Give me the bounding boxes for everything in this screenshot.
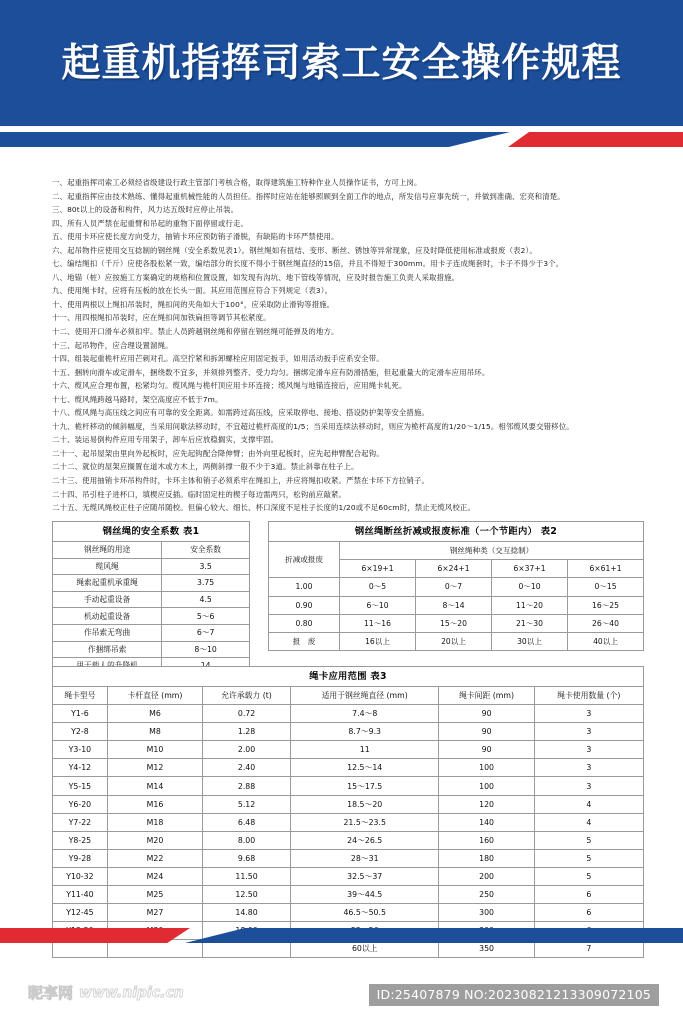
table-cell: Y4-12 xyxy=(53,759,108,777)
rule-item: 五、使用卡环应使长度方向受力，抽销卡环应预防销子滑脱，有缺陷的卡环严禁使用。 xyxy=(52,232,339,242)
table-cell: 6～10 xyxy=(340,596,416,614)
table-cell: M27 xyxy=(107,904,202,922)
table-cell: 20以上 xyxy=(416,632,492,650)
table3-body xyxy=(53,687,644,958)
rule-item: 十三、起吊物件，应合理设置溜绳。 xyxy=(52,340,173,350)
rule-item: 二十、装运易倒构件应用专用架子，卸车后应放稳搁实，支撑牢固。 xyxy=(52,435,279,445)
table-cell: M8 xyxy=(107,723,202,741)
table2-col-header: 6×19+1 xyxy=(340,560,416,578)
table-cell: 6 xyxy=(534,886,643,904)
rule-item: 十四、组装起重桅杆应用芒刺对孔。高空拧紧和拆卸螺栓应用固定扳手，如用活动扳手应系安全带。 xyxy=(52,354,384,364)
rule-item: 十六、缆风应合理布置，松紧均匀。缆风绳与桅杆顶应用卡环连接；缆风绳与地锚连接后，应用绳卡轧死。 xyxy=(52,381,407,391)
table-row xyxy=(53,849,644,867)
rule-item: 十七、缆风绳跨越马路时，架空高度应不低于7m。 xyxy=(52,394,223,404)
table-cell: 2.40 xyxy=(203,759,291,777)
table1-col-header: 安全系数 xyxy=(162,542,250,559)
table1 xyxy=(52,541,250,675)
table-cell: 120 xyxy=(439,795,534,813)
table-row xyxy=(269,578,644,596)
table-cell: 3 xyxy=(534,723,643,741)
rule-item: 十二、使用开口滑车必须扣牢。禁止人员跨越钢丝绳和停留在钢丝绳可能弹及的地方。 xyxy=(52,327,339,337)
table-cell: 300 xyxy=(439,904,534,922)
table-cell: 7.4～8 xyxy=(291,705,439,723)
table-cell: 3 xyxy=(534,777,643,795)
table-cell: 缆风绳 xyxy=(53,558,162,575)
table1-caption: 钢丝绳的安全系数 表1 xyxy=(52,521,250,541)
table2-group-header: 钢丝绳种类（交互捻制） xyxy=(340,542,644,560)
table-cell: 0～7 xyxy=(416,578,492,596)
table-cell: Y3-10 xyxy=(53,741,108,759)
table2-col-header: 6×24+1 xyxy=(416,560,492,578)
table-cell: 2.00 xyxy=(203,741,291,759)
table-cell: 28～31 xyxy=(291,849,439,867)
rule-item: 八、地锚（桩）应按施工方案确定的规格和位置设置，如发现有沟坑、地下管线等情况，应及时报告施工负责人采取措施。 xyxy=(52,272,460,282)
table-cell: 2.88 xyxy=(203,777,291,795)
table-row xyxy=(53,904,644,922)
table-cell: 9.68 xyxy=(203,849,291,867)
table3-col-header: 绳卡型号 xyxy=(53,687,108,705)
table-cell: Y8-25 xyxy=(53,831,108,849)
table-cell: 4 xyxy=(534,813,643,831)
table-cell: 8～14 xyxy=(416,596,492,614)
table-cell: 报 废 xyxy=(269,632,340,650)
table-cell: 350 xyxy=(439,940,534,958)
table-cell: 6 xyxy=(534,904,643,922)
table-cell: Y5-15 xyxy=(53,777,108,795)
table-cell: M14 xyxy=(107,777,202,795)
table-cell: 11～16 xyxy=(340,614,416,632)
rule-item: 九、使用绳卡时，应将有压板的放在长头一面。其应用范围应符合下列规定（表3）。 xyxy=(52,286,333,296)
table-cell: 160 xyxy=(439,831,534,849)
table-cell: 5 xyxy=(534,849,643,867)
table-cell: 90 xyxy=(439,741,534,759)
stripe-red-angled-bottom xyxy=(0,928,190,943)
table2-caption: 钢丝绳断丝折减或报废标准（一个节距内） 表2 xyxy=(268,521,644,541)
rule-item: 二、起重指挥应由技术熟练、懂得起重机械性能的人员担任。指挥时应站在能够照顾到全面工作的地点，所发信号应事先统一，并做到准确、宏亮和清楚。 xyxy=(52,191,565,201)
table-row xyxy=(53,867,644,885)
table-cell: 5.12 xyxy=(203,795,291,813)
table-cell: 作捆绑吊索 xyxy=(53,641,162,658)
rule-item: 四、所有人员严禁在起重臂和吊起的重物下面停留或行走。 xyxy=(52,218,249,228)
table-cell: 0.90 xyxy=(269,596,340,614)
table-row xyxy=(269,614,644,632)
rule-item: 十九、桅杆移动的倾斜幅度，当采用间歇法移动时，不宜超过桅杆高度的1/5；当采用连续法移动时，则应为桅杆高度的1/20～1/15。相邻缆风要交错移位。 xyxy=(52,421,574,431)
table-cell: 0.80 xyxy=(269,614,340,632)
table-cell: M10 xyxy=(107,741,202,759)
rule-item: 二十一、起吊屋架由里向外起板时，应先起钩配合降伸臂；由外向里起板时，应先起伸臂配合起钩。 xyxy=(52,448,384,458)
table-cell: 0～5 xyxy=(340,578,416,596)
table-cell: Y1-6 xyxy=(53,705,108,723)
table-row xyxy=(53,813,644,831)
table-cell: 3 xyxy=(534,741,643,759)
table-cell: 绳索起重机承重绳 xyxy=(53,575,162,592)
table2-corner-header: 折减或报废 xyxy=(269,542,340,578)
table2 xyxy=(268,541,644,651)
table-row xyxy=(53,575,250,592)
table-cell: 26～40 xyxy=(568,614,644,632)
table-cell: 4 xyxy=(534,795,643,813)
decor-stripes-bottom xyxy=(0,928,683,948)
watermark-logo-text: 昵享网 xyxy=(28,984,74,1002)
rule-item: 十五、捆转向滑车或定滑车，捆绕数不宜多，并须排列整齐、受力均匀。捆绑定滑车应有防滑措施，但起重量大的定滑车应用吊环。 xyxy=(52,367,490,377)
table-cell: 机动起重设备 xyxy=(53,608,162,625)
table-cell: 3 xyxy=(534,759,643,777)
table-cell: Y6-20 xyxy=(53,795,108,813)
table3-col-header: 绳卡使用数量 (个) xyxy=(534,687,643,705)
table3-col-header: 允许承载力 (t) xyxy=(203,687,291,705)
table-cell: 0～15 xyxy=(568,578,644,596)
table-cell: 100 xyxy=(439,759,534,777)
table-row xyxy=(53,831,644,849)
table1-col-header: 钢丝绳的用途 xyxy=(53,542,162,559)
table-cell: 180 xyxy=(439,849,534,867)
table-cell: M12 xyxy=(107,759,202,777)
table2-col-header: 6×37+1 xyxy=(492,560,568,578)
rule-item: 一、起重指挥司索工必须经省级建设行政主管部门考核合格，取得建筑施工特种作业人员操作证书，方可上岗。 xyxy=(52,178,422,187)
table3-caption: 绳卡应用范围 表3 xyxy=(52,666,644,686)
table-row xyxy=(269,632,644,650)
table-cell: 30以上 xyxy=(492,632,568,650)
rule-item: 三、80t以上的设备和构件，风力达五级时应停止吊装。 xyxy=(52,205,239,215)
rule-item: 二十二、就位的屋架应搁置在道木或方木上，两侧斜撑一般不少于3道。禁止斜靠在柱子上。 xyxy=(52,462,359,472)
rule-item: 七、编结绳扣（千斤）应使各股松紧一致，编结部分的长度不得小于钢丝绳直径的15倍，并且不得短于300mm。用卡子连成绳套时，卡子不得少于3个。 xyxy=(52,259,564,269)
table-cell: 作吊索无弯曲 xyxy=(53,624,162,641)
table-cell: 3 xyxy=(534,705,643,723)
table-cell: 46.5～50.5 xyxy=(291,904,439,922)
table-cell: 5 xyxy=(534,867,643,885)
rule-item: 二十三、使用抽销卡环吊构件时，卡环主体和销子必须系牢在绳扣上，并应将绳扣收紧。严禁在卡环下方拉销子。 xyxy=(52,476,430,486)
table-row xyxy=(269,596,644,614)
table-cell: 3.75 xyxy=(162,575,250,592)
table-cell: 15～17.5 xyxy=(291,777,439,795)
table-cell: Y9-28 xyxy=(53,849,108,867)
page-title: 起重机指挥司索工安全操作规程 xyxy=(61,41,622,86)
table-cell: 11 xyxy=(291,741,439,759)
table-row xyxy=(53,759,644,777)
stripe-red-angled-top xyxy=(508,132,683,147)
table-cell: 24～26.5 xyxy=(291,831,439,849)
status-badge: ID:25407879 NO:20230821213309072105 xyxy=(369,984,659,1006)
table-cell: 14.80 xyxy=(203,904,291,922)
table-header-row xyxy=(53,687,644,705)
table-header-row xyxy=(53,542,250,559)
table-cell: 3.5 xyxy=(162,558,250,575)
table-cell: 8.7～9.3 xyxy=(291,723,439,741)
table-cell: 5～6 xyxy=(162,608,250,625)
table-cell: 16～25 xyxy=(568,596,644,614)
table-cell: 18.5～20 xyxy=(291,795,439,813)
table3-col-header: 适用于钢丝绳直径 (mm) xyxy=(291,687,439,705)
watermark-url: www.nipic.cn xyxy=(79,985,184,1001)
table-cell: 11.50 xyxy=(203,867,291,885)
table-cell: M6 xyxy=(107,705,202,723)
rule-item: 二十四、吊引柱子进杯口，填楔应反插。临时固定柱的楔子每边需两只，松钩前应敲紧。 xyxy=(52,489,347,499)
stripe-blue-angled-bottom xyxy=(185,928,683,943)
table2-col-header: 6×61+1 xyxy=(568,560,644,578)
table-row xyxy=(53,558,250,575)
table2-body xyxy=(269,542,644,651)
table-cell: 11～20 xyxy=(492,596,568,614)
table-cell: 8.00 xyxy=(203,831,291,849)
watermark xyxy=(28,984,184,1002)
table-row xyxy=(53,591,250,608)
table-cell: M16 xyxy=(107,795,202,813)
table-cell: 4.5 xyxy=(162,591,250,608)
table-cell: 100 xyxy=(439,777,534,795)
table-cell: 90 xyxy=(439,723,534,741)
table-row xyxy=(53,641,250,658)
table-cell: 1.00 xyxy=(269,578,340,596)
table-row xyxy=(53,886,644,904)
table-cell: 12.5～14 xyxy=(291,759,439,777)
table1-container xyxy=(52,521,250,675)
table-cell: 15～20 xyxy=(416,614,492,632)
table-cell: 39～44.5 xyxy=(291,886,439,904)
stripe-blue-angled-top xyxy=(0,132,510,147)
table-header-row xyxy=(269,542,644,560)
table-cell: 手动起重设备 xyxy=(53,591,162,608)
table3-container xyxy=(52,666,644,958)
table-cell: 1.28 xyxy=(203,723,291,741)
table-row xyxy=(53,705,644,723)
table1-body xyxy=(53,542,250,675)
table3-col-header: 绳卡间距 (mm) xyxy=(439,687,534,705)
table-cell: M22 xyxy=(107,849,202,867)
table-cell: Y10-32 xyxy=(53,867,108,885)
table-cell: 7 xyxy=(534,940,643,958)
table-cell: 140 xyxy=(439,813,534,831)
table-row xyxy=(53,795,644,813)
table-cell: Y12-45 xyxy=(53,904,108,922)
rule-item: 二十五、无缆风绳校正柱子应随吊随校。但偏心较大、细长、杯口深度不足柱子长度的1/20或不足60cm时，禁止无缆风校正。 xyxy=(52,503,476,513)
table3 xyxy=(52,686,644,958)
rule-item: 十八、缆风绳与高压线之间应有可靠的安全距离。如需跨过高压线，应采取停电、接地、搭设防护架等安全措施。 xyxy=(52,408,430,418)
table-row xyxy=(53,777,644,795)
rule-item: 十、使用两根以上绳扣吊装时，绳扣间的夹角如大于100°，应采取防止滑钩等措施。 xyxy=(52,299,335,309)
table-cell: 250 xyxy=(439,886,534,904)
table-cell: 8～10 xyxy=(162,641,250,658)
rule-item: 十一、用四根绳扣吊装时，应在绳扣间加铁扁担等调节其松紧度。 xyxy=(52,313,271,323)
table-cell: M24 xyxy=(107,867,202,885)
table-cell: 12.50 xyxy=(203,886,291,904)
table-cell: 21～30 xyxy=(492,614,568,632)
table-cell: 60以上 xyxy=(291,940,439,958)
table-cell: 0.72 xyxy=(203,705,291,723)
table3-col-header: 卡杆直径 (mm) xyxy=(107,687,202,705)
table-cell: 32.5～37 xyxy=(291,867,439,885)
table-cell: 21.5～23.5 xyxy=(291,813,439,831)
table-cell: Y11-40 xyxy=(53,886,108,904)
table-cell: M18 xyxy=(107,813,202,831)
table-row xyxy=(53,608,250,625)
table-cell: 200 xyxy=(439,867,534,885)
table-row xyxy=(53,741,644,759)
table-cell: Y2-8 xyxy=(53,723,108,741)
table-row xyxy=(53,723,644,741)
stripe-gap-top xyxy=(0,126,683,132)
table-cell: 16以上 xyxy=(340,632,416,650)
table-cell: M25 xyxy=(107,886,202,904)
table-cell: 40以上 xyxy=(568,632,644,650)
table-row xyxy=(53,624,250,641)
table-cell: 90 xyxy=(439,705,534,723)
table-cell: M20 xyxy=(107,831,202,849)
table-cell: 5 xyxy=(534,831,643,849)
table2-container xyxy=(268,521,644,651)
rule-item: 六、起吊物件应使用交互捻制的钢丝绳（安全系数见表1）。钢丝绳如有扭结、变形、断丝、锈蚀等异常现象，应及时降低使用标准或报废（表2）。 xyxy=(52,245,537,255)
table-cell: 6.48 xyxy=(203,813,291,831)
table-cell: 6～7 xyxy=(162,624,250,641)
table-cell: Y7-22 xyxy=(53,813,108,831)
decor-stripes-top xyxy=(0,120,683,162)
rules-list xyxy=(52,176,644,515)
table-cell: 0～10 xyxy=(492,578,568,596)
